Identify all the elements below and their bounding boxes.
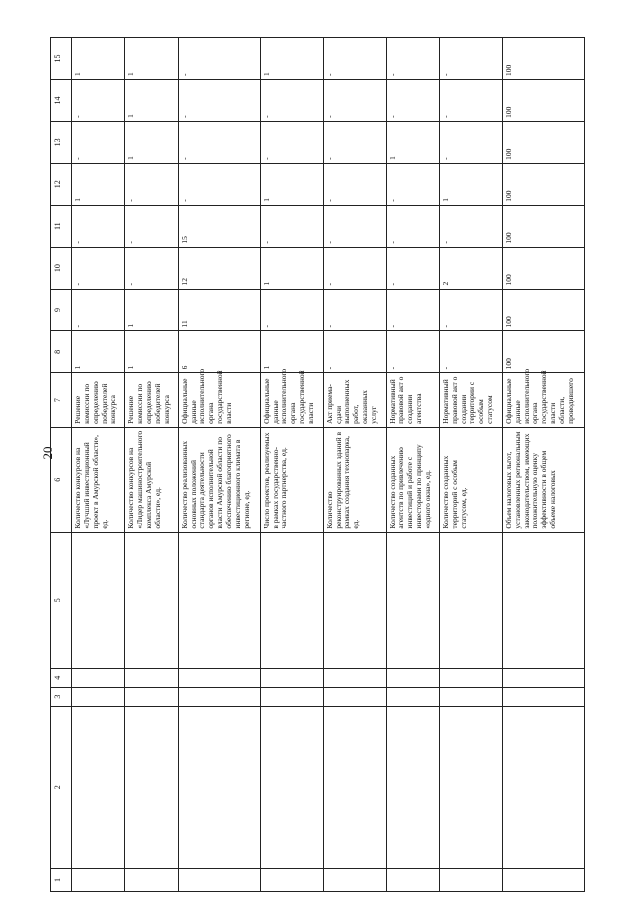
value-cell: 100 bbox=[502, 205, 584, 247]
data-source: Официальные данные исполнительного органа государственной власти bbox=[260, 373, 323, 427]
value-cell: - bbox=[386, 163, 439, 205]
table-row bbox=[260, 38, 323, 892]
value-cell: 1 bbox=[260, 38, 323, 80]
col-header: 15 bbox=[51, 38, 72, 80]
value-cell: 1 bbox=[260, 331, 323, 373]
col-header: 14 bbox=[51, 80, 72, 122]
value-cell: 1 bbox=[72, 163, 125, 205]
col-header: 13 bbox=[51, 121, 72, 163]
value-cell: - bbox=[323, 80, 386, 122]
value-cell: - bbox=[323, 38, 386, 80]
col-header: 4 bbox=[51, 668, 72, 687]
value-cell: - bbox=[386, 80, 439, 122]
value-cell: 11 bbox=[178, 289, 260, 331]
value-cell: - bbox=[178, 38, 260, 80]
value-cell: 2 bbox=[439, 247, 502, 289]
value-cell: 12 bbox=[178, 247, 260, 289]
table-row bbox=[72, 38, 125, 892]
col-header: 12 bbox=[51, 163, 72, 205]
header-row bbox=[51, 38, 72, 892]
indicators-table bbox=[50, 37, 585, 892]
value-cell: 1 bbox=[260, 163, 323, 205]
value-cell: - bbox=[125, 205, 178, 247]
value-cell: 1 bbox=[260, 247, 323, 289]
col-header: 3 bbox=[51, 687, 72, 706]
table-row bbox=[323, 38, 386, 892]
col-header: 7 bbox=[51, 373, 72, 427]
value-cell: - bbox=[125, 163, 178, 205]
value-cell: - bbox=[178, 121, 260, 163]
value-cell: - bbox=[386, 289, 439, 331]
value-cell: - bbox=[178, 163, 260, 205]
value-cell: 1 bbox=[125, 331, 178, 373]
table-row bbox=[502, 38, 584, 892]
value-cell: - bbox=[72, 121, 125, 163]
value-cell: 100 bbox=[502, 289, 584, 331]
table-row bbox=[439, 38, 502, 892]
data-source: Официальные данные исполнительного органа государственной власти области, проводившего bbox=[502, 373, 584, 427]
value-cell: - bbox=[260, 205, 323, 247]
value-cell: - bbox=[386, 247, 439, 289]
value-cell: 100 bbox=[502, 163, 584, 205]
value-cell: - bbox=[72, 247, 125, 289]
value-cell: - bbox=[439, 205, 502, 247]
value-cell: - bbox=[439, 331, 502, 373]
value-cell: - bbox=[72, 80, 125, 122]
data-source: Решение комиссии по определению победителей конкурса bbox=[72, 373, 125, 427]
col-header: 1 bbox=[51, 868, 72, 891]
value-cell: - bbox=[323, 121, 386, 163]
indicator-name: Количество конкурсов на «Лидер машиностроительного комплекса Амурской области», ед. bbox=[125, 427, 178, 532]
col-header: 5 bbox=[51, 532, 72, 668]
value-cell: - bbox=[260, 121, 323, 163]
value-cell: - bbox=[260, 289, 323, 331]
value-cell: 100 bbox=[502, 80, 584, 122]
value-cell: - bbox=[260, 80, 323, 122]
value-cell: - bbox=[323, 205, 386, 247]
value-cell: - bbox=[72, 205, 125, 247]
value-cell: 1 bbox=[125, 80, 178, 122]
table-row bbox=[386, 38, 439, 892]
value-cell: - bbox=[323, 289, 386, 331]
value-cell: - bbox=[439, 80, 502, 122]
col-header: 9 bbox=[51, 289, 72, 331]
value-cell: 100 bbox=[502, 38, 584, 80]
indicator-name: Объем налоговых льгот, установленных региональным законодательством, имеющих положительную оценку эффективности в общем объеме налоговых bbox=[502, 427, 584, 532]
value-cell: 1 bbox=[386, 121, 439, 163]
table-row bbox=[178, 38, 260, 892]
value-cell: 100 bbox=[502, 331, 584, 373]
value-cell: - bbox=[72, 289, 125, 331]
value-cell: - bbox=[323, 331, 386, 373]
value-cell: 1 bbox=[72, 38, 125, 80]
value-cell: - bbox=[439, 289, 502, 331]
page-number: 20 bbox=[40, 446, 55, 460]
data-source: Решение комиссии по определению победителей конкурса bbox=[125, 373, 178, 427]
table-row bbox=[125, 38, 178, 892]
value-cell: 1 bbox=[72, 331, 125, 373]
col-header: 2 bbox=[51, 706, 72, 868]
value-cell: 6 bbox=[178, 331, 260, 373]
data-source: Нормативный правовой акт о создании агентства bbox=[386, 373, 439, 427]
value-cell: - bbox=[439, 38, 502, 80]
value-cell: - bbox=[323, 247, 386, 289]
col-header: 10 bbox=[51, 247, 72, 289]
indicator-name: Количество реконструированных зданий в рамках создания технопарка, ед. bbox=[323, 427, 386, 532]
value-cell: 1 bbox=[125, 121, 178, 163]
data-source: Официальные данные исполнительного органа государственной власти bbox=[178, 373, 260, 427]
value-cell: - bbox=[323, 163, 386, 205]
value-cell: - bbox=[386, 38, 439, 80]
value-cell: - bbox=[386, 331, 439, 373]
value-cell: - bbox=[386, 205, 439, 247]
indicator-name: Число проектов, реализуемых в рамках государственно-частного партнерства, ед. bbox=[260, 427, 323, 532]
value-cell: 1 bbox=[125, 289, 178, 331]
indicator-name: Количество созданных агентств по привлечению инвестиций и работе с инвесторами по принципу «одного окна», ед. bbox=[386, 427, 439, 532]
value-cell: 100 bbox=[502, 121, 584, 163]
data-source: Акт приема-сдачи выполненных работ, оказанных услуг bbox=[323, 373, 386, 427]
value-cell: 1 bbox=[439, 163, 502, 205]
value-cell: - bbox=[439, 121, 502, 163]
col-header: 6 bbox=[51, 427, 72, 532]
data-source: Нормативный правовой акт о создании территории с особым статусом bbox=[439, 373, 502, 427]
rotated-table-sheet bbox=[50, 37, 585, 892]
value-cell: 15 bbox=[178, 205, 260, 247]
value-cell: 100 bbox=[502, 247, 584, 289]
col-header: 8 bbox=[51, 331, 72, 373]
value-cell: - bbox=[178, 80, 260, 122]
col-header: 11 bbox=[51, 205, 72, 247]
indicator-name: Количество реализованных основных положений стандарта деятельности органов исполнительной власти Амурской области по обеспечению благоприятного инвестиционного климата в регионе, ед. bbox=[178, 427, 260, 532]
value-cell: 1 bbox=[125, 38, 178, 80]
value-cell: - bbox=[125, 247, 178, 289]
indicator-name: Количество конкурсов на «Лучший инвестиционный проект в Амурской области», ед. bbox=[72, 427, 125, 532]
indicator-name: Количество созданных территорий с особым статусом, ед. bbox=[439, 427, 502, 532]
